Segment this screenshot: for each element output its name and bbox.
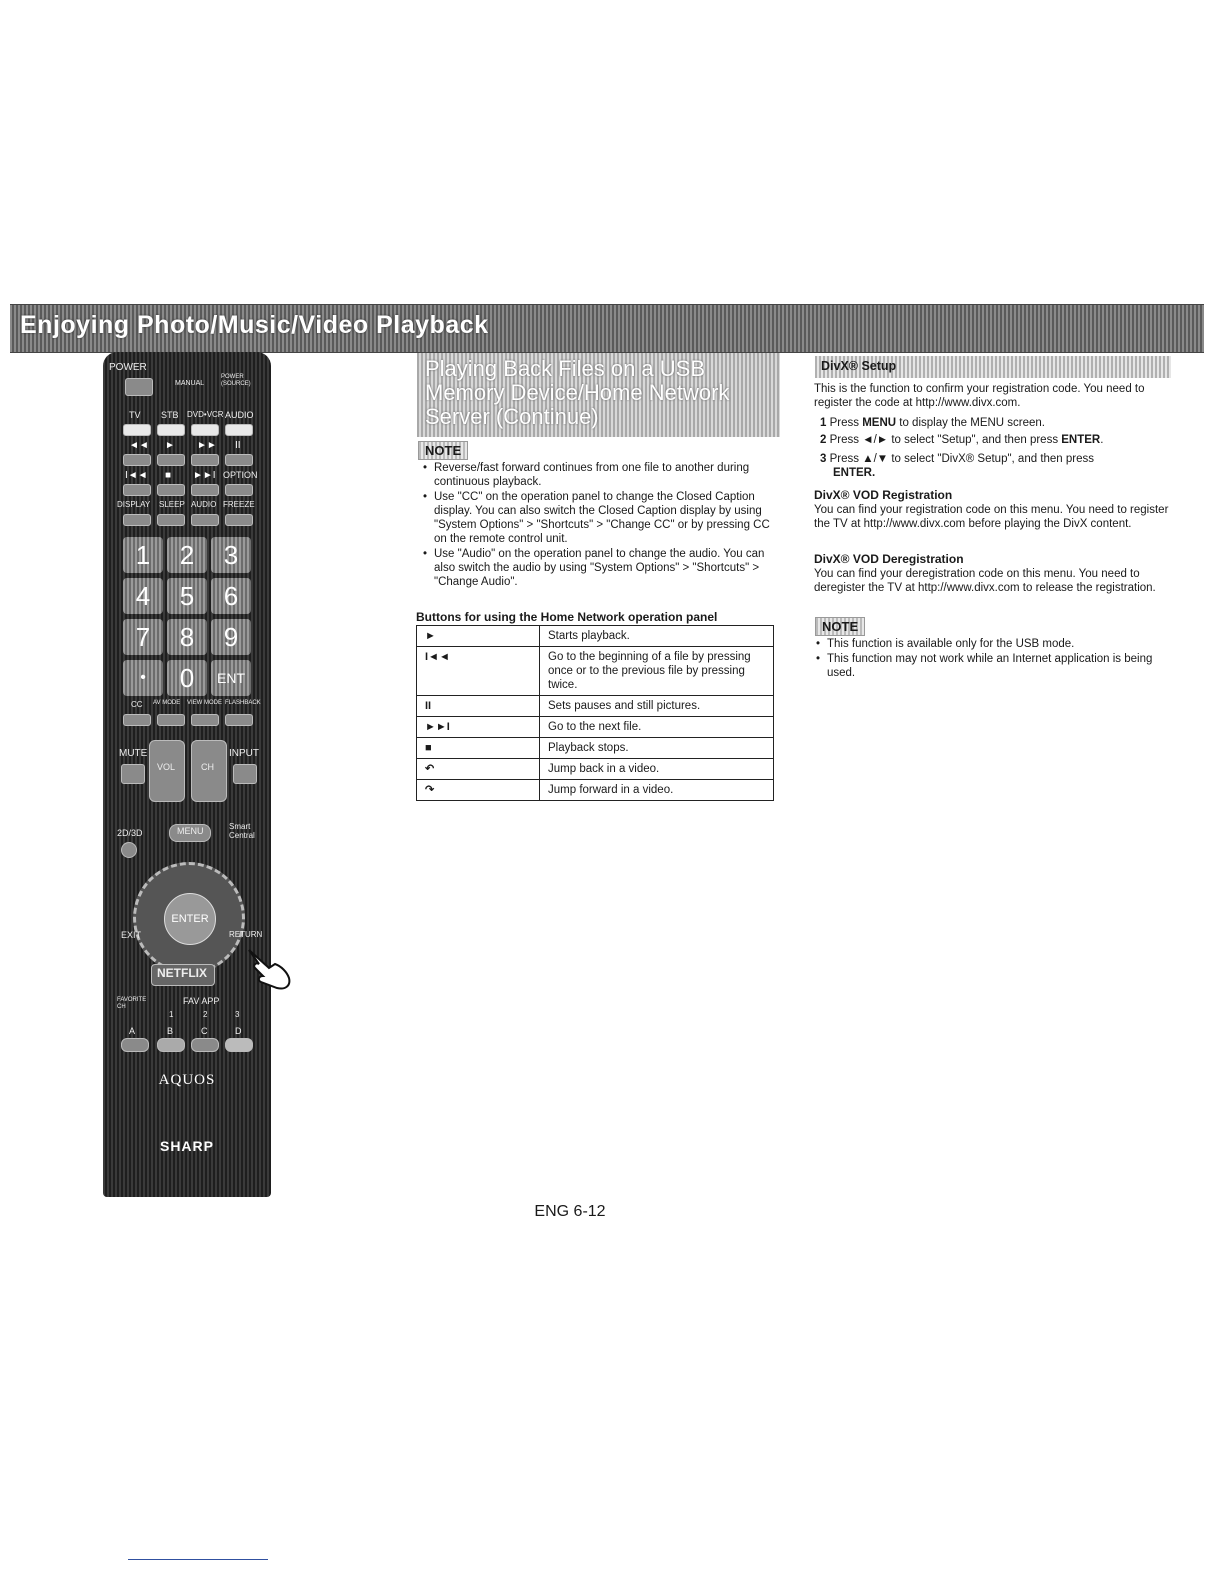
ent-key: ENT (211, 660, 251, 696)
step-keyword: ENTER (1061, 434, 1101, 446)
page-title: Enjoying Photo/Music/Video Playback (20, 311, 489, 339)
fav-app-label: FAV APP (183, 996, 220, 1006)
step-1 (820, 416, 1170, 430)
view-mode-label: VIEW MODE (187, 700, 223, 706)
step-text: . (1100, 434, 1104, 446)
step-number: 2 (820, 434, 827, 446)
note-label: NOTE (418, 441, 468, 460)
stop-icon: ■ (165, 470, 172, 481)
jump-back-icon: ↶ (417, 759, 540, 780)
play-icon: ► (417, 626, 540, 647)
skip-forward-button (191, 484, 219, 496)
page-number: ENG 6-12 (534, 1203, 606, 1220)
color-c-label: C (201, 1026, 208, 1036)
input-label: INPUT (229, 748, 259, 759)
number-key-9: 9 (211, 619, 251, 655)
pause-icon: II (235, 440, 241, 451)
skip-back-icon: I◄◄ (125, 470, 148, 481)
exit-label: EXIT (121, 930, 142, 940)
skip-back-button (123, 484, 151, 496)
play-button (157, 454, 185, 466)
flashback-button (225, 714, 253, 726)
step-text: Press ◄/► to select "Setup", and then press (829, 434, 1062, 446)
source-stb-button (157, 424, 185, 436)
av-mode-button (157, 714, 185, 726)
fast-forward-icon: ►► (197, 440, 217, 451)
skip-back-icon: I◄◄ (417, 647, 540, 696)
source-audio-button (225, 424, 253, 436)
number-key-7: 7 (123, 619, 163, 655)
table-row (417, 759, 774, 780)
section-banner (10, 304, 1204, 353)
menu-label: MENU (177, 826, 204, 836)
number-key-8: 8 (167, 619, 207, 655)
cc-button (123, 714, 151, 726)
source-stb-label: STB (161, 410, 179, 420)
table-cell: Playback stops. (540, 738, 774, 759)
display-label: DISPLAY (117, 500, 151, 509)
dot-key: • (123, 660, 163, 696)
step-keyword: ENTER. (833, 467, 876, 479)
step-number: 1 (820, 417, 827, 429)
section-heading-text: Playing Back Files on a USB Memory Device/Home Network Server (Continue) (425, 356, 730, 429)
number-key-6: 6 (211, 578, 251, 614)
vod-registration-text: You can find your registration code on this menu. You need to register the TV at http://www.divx.com before playing the DivX content. (814, 504, 1169, 530)
fast-forward-button (191, 454, 219, 466)
sleep-label: SLEEP (159, 500, 185, 509)
audio-label: AUDIO (191, 500, 217, 509)
note-item: • This function may not work while an Internet application is being used. (811, 652, 1171, 680)
input-button (233, 764, 257, 784)
source-tv-label: TV (129, 410, 141, 420)
table-cell: Starts playback. (540, 626, 774, 647)
stop-icon: ■ (417, 738, 540, 759)
source-tv-button (123, 424, 151, 436)
number-key-3: 3 (211, 537, 251, 573)
display-button (123, 514, 151, 526)
power-label: POWER (109, 362, 147, 373)
fav-app-3-label: 3 (235, 1010, 240, 1019)
skip-forward-icon: ►►I (193, 470, 216, 481)
enter-button: ENTER (164, 893, 216, 945)
color-b-label: B (167, 1026, 174, 1036)
step-text: Press ▲/▼ to select "DivX® Setup", and then press (829, 453, 1095, 465)
power-button (125, 378, 153, 396)
table-row (417, 717, 774, 738)
step-number: 3 (820, 453, 827, 465)
smart-central-label: Smart Central (229, 822, 255, 840)
step-3 (820, 452, 1150, 480)
color-c-button (191, 1038, 219, 1052)
number-key-5: 5 (167, 578, 207, 614)
color-a-button (121, 1038, 149, 1052)
note-item: • Reverse/fast forward continues from one file to another during continuous playback. (418, 461, 772, 489)
table-row (417, 780, 774, 801)
color-d-label: D (235, 1026, 242, 1036)
option-button (225, 484, 253, 496)
play-icon: ► (165, 440, 175, 451)
source-dvd-button (191, 424, 219, 436)
table-row (417, 738, 774, 759)
pause-button (225, 454, 253, 466)
view-mode-button (191, 714, 219, 726)
cc-label: CC (131, 700, 143, 709)
mute-button (121, 764, 145, 784)
section-heading-text: DivX® Setup (821, 359, 897, 373)
vod-registration-title: DivX® VOD Registration (814, 488, 953, 502)
note-list (811, 637, 1171, 681)
option-label: OPTION (223, 470, 258, 480)
note-item: • Use "Audio" on the operation panel to change the audio. You can also switch the audio by using "System Options" > "Shortcuts" > "Change Audio". (418, 547, 772, 589)
step-2 (820, 433, 1170, 447)
vod-deregistration-title: DivX® VOD Deregistration (814, 552, 964, 566)
pause-icon: II (417, 696, 540, 717)
rewind-button (123, 454, 151, 466)
table-cell: Go to the next file. (540, 717, 774, 738)
fav-app-1-label: 1 (169, 1010, 174, 1019)
jump-forward-icon: ↷ (417, 780, 540, 801)
pointing-hand-icon (245, 942, 295, 992)
step-keyword: MENU (862, 417, 897, 429)
stop-button (157, 484, 185, 496)
color-b-button (157, 1038, 185, 1052)
number-key-2: 2 (167, 537, 207, 573)
color-d-button (225, 1038, 253, 1052)
color-a-label: A (129, 1026, 136, 1036)
table-cell: Jump forward in a video. (540, 780, 774, 801)
intro-paragraph: This is the function to confirm your registration code. You need to register the code at http://www.divx.com. (814, 383, 1145, 409)
table-cell: Jump back in a video. (540, 759, 774, 780)
freeze-label: FREEZE (223, 500, 255, 509)
vol-label: VOL (157, 762, 176, 772)
section-heading-playback (417, 353, 780, 437)
note-list (418, 461, 772, 590)
skip-forward-icon: ►►I (417, 717, 540, 738)
return-label: RETURN (229, 930, 263, 939)
ch-label: CH (201, 762, 214, 772)
power-source-label: POWER (SOURCE) (221, 374, 251, 387)
2d3d-button (121, 842, 137, 858)
freeze-button (225, 514, 253, 526)
audio-button (191, 514, 219, 526)
aquos-logo: AQUOS (158, 1072, 216, 1088)
table-title: Buttons for using the Home Network operation panel (416, 610, 718, 624)
step-text: Press (829, 417, 863, 429)
step-text: to display the MENU screen. (896, 417, 1045, 429)
note-label: NOTE (815, 617, 865, 636)
netflix-label: NETFLIX (157, 966, 207, 980)
mute-label: MUTE (119, 748, 148, 759)
footer-rule (128, 1559, 268, 1560)
sharp-logo: SHARP (159, 1138, 214, 1154)
section-heading-divx (815, 356, 1171, 378)
2d3d-label: 2D/3D (117, 828, 143, 838)
source-audio-label: AUDIO (225, 410, 254, 420)
table-row (417, 626, 774, 647)
note-item: • This function is available only for the USB mode. (811, 637, 1171, 651)
fav-app-2-label: 2 (203, 1010, 208, 1019)
number-key-4: 4 (123, 578, 163, 614)
sleep-button (157, 514, 185, 526)
table-cell: Sets pauses and still pictures. (540, 696, 774, 717)
flashback-label: FLASHBACK (225, 700, 261, 706)
favorite-ch-label: FAVORITE CH (117, 997, 147, 1010)
table-row (417, 647, 774, 696)
table-cell: Go to the beginning of a file by pressing once or to the previous file by pressing twice. (540, 647, 774, 696)
button-table (416, 625, 774, 801)
directional-pad (133, 862, 245, 974)
vod-deregistration-text: You can find your deregistration code on this menu. You need to deregister the TV at http://www.divx.com to release the registration. (814, 568, 1156, 594)
number-key-1: 1 (123, 537, 163, 573)
note-item: • Use "CC" on the operation panel to change the Closed Caption display. You can also switch the Closed Caption display by using "System Options" > "Shortcuts" > "Change CC" or by pressing CC on the remote control unit. (418, 490, 772, 546)
rewind-icon: ◄◄ (129, 440, 149, 451)
number-key-0: 0 (167, 660, 207, 696)
source-dvd-label: DVD•VCR (187, 410, 224, 419)
table-row (417, 696, 774, 717)
remote-control-illustration (103, 352, 271, 1197)
manual-label: MANUAL (175, 380, 205, 387)
av-mode-label: AV MODE (153, 700, 181, 706)
